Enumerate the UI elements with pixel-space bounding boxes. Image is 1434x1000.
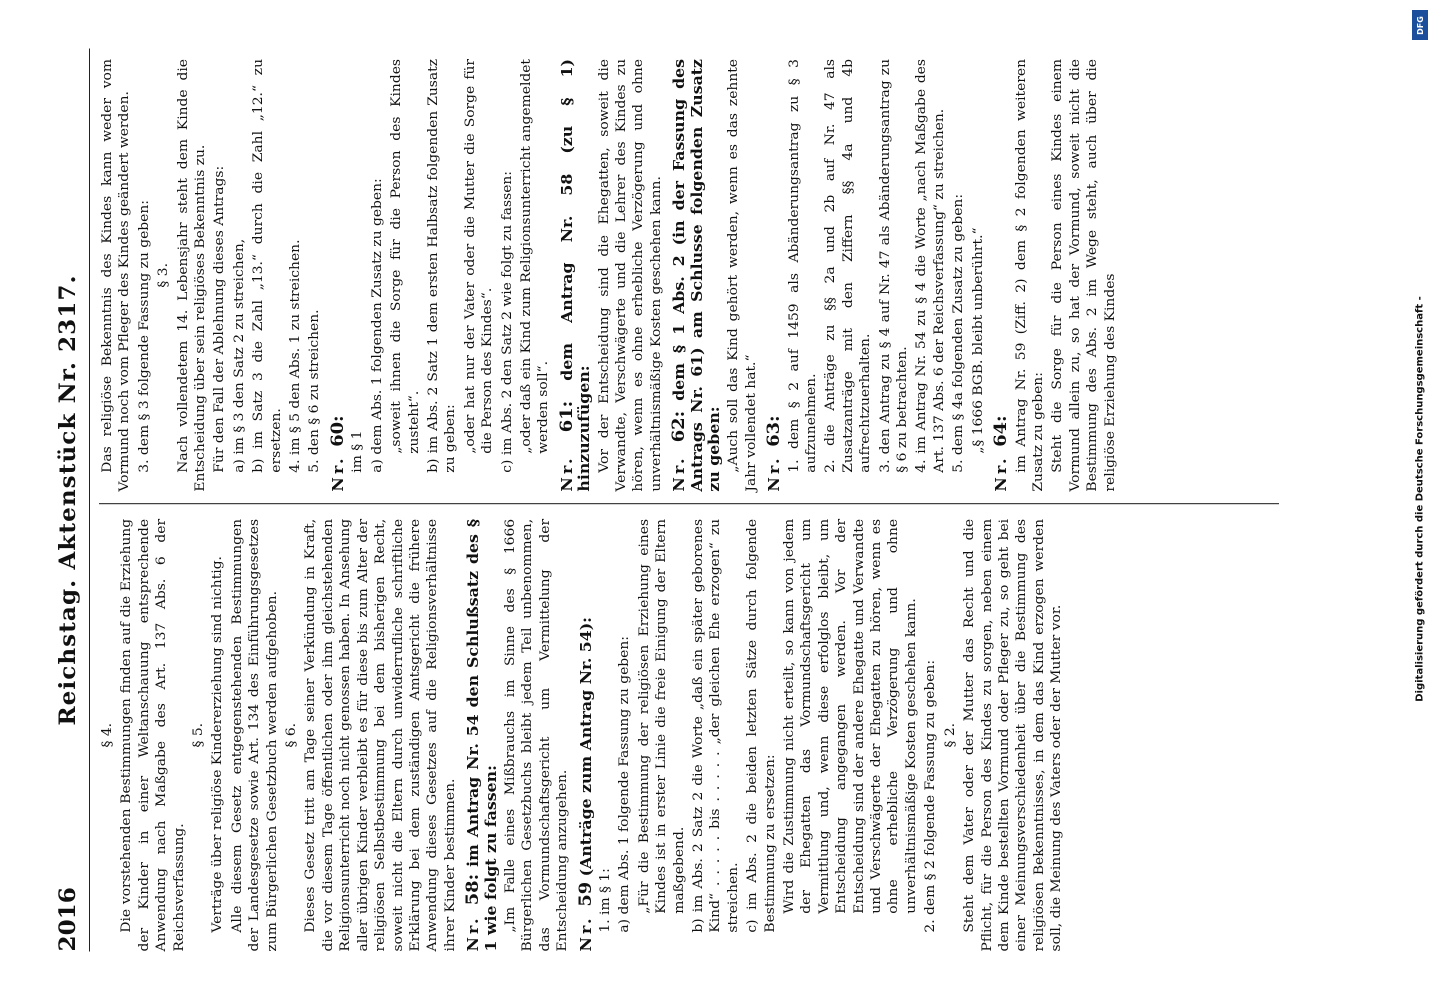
- right-text-column: [99, 59, 1121, 492]
- paragraph: „Auch soll das Kind gehört werden, wenn es das zehnte Jahr vollendet hat.“: [726, 59, 759, 492]
- paragraph-marker: § 2.: [942, 722, 958, 748]
- paragraph: Wird die Zustimmung nicht erteilt, so kann von jedem der Ehegatten das Vormundschaftsgericht um Vermittlung und, wenn diese erfolglos bleibt, um Entscheidung angegangen werden. Vor der Entscheidung sind der andere Ehegatte und Verwandte und Verschwägerte der Ehegatten zu hören, wenn es ohne erhebliche Verzögerung und ohne unverhältnismäßige Kosten geschehen kann.: [782, 518, 919, 914]
- paragraph: b) im Satz 3 die Zahl „13.“ durch die Zahl „12.“ zu ersetzen.: [251, 59, 284, 473]
- paragraph: 4. im § 5 den Abs. 1 zu streichen.: [288, 239, 304, 473]
- paragraph: Steht die Sorge für die Person eines Kindes einem Vormund allein zu, so hat der Vormund, soweit nicht die Bestimmung des Abs. 2 im Wege steht, auch über die religiöse Erziehung des Kindes: [1050, 59, 1118, 492]
- section-heading: [993, 59, 1010, 492]
- column-divider: [99, 503, 1279, 504]
- page-title: Reichstag. Aktenstück Nr. 2317.: [55, 274, 81, 726]
- digitization-note: [1408, 4, 1432, 994]
- paragraph: 1. dem § 2 auf 1459 als Abänderungsantrag zu § 3 aufzunehmen.: [786, 59, 820, 473]
- paragraph: 4. im Antrag Nr. 54 zu § 4 die Worte „nach Maßgabe des Art. 137 Abs. 6 der Reichsverfassung“ zu streichen.: [914, 59, 947, 473]
- paragraph: 5. den § 6 zu streichen.: [307, 309, 323, 473]
- page-number: 2016: [55, 887, 81, 952]
- paragraph: 3. den Antrag zu § 4 auf Nr. 47 als Abänderungsantrag zu § 6 zu betrachten.: [877, 59, 911, 473]
- section-heading: [575, 519, 596, 952]
- paragraph: 1. im § 1:: [597, 868, 613, 933]
- section-heading: [556, 59, 594, 492]
- section-number: 59: [575, 881, 596, 907]
- digitization-text: Digitalisierung gefördert durch die Deutsche Forschungsgemeinschaft -: [1414, 296, 1426, 702]
- paragraph: a) dem Abs. 1 folgenden Zusatz zu geben:: [369, 178, 385, 473]
- paragraph: 2. dem § 2 folgende Fassung zu geben:: [923, 659, 939, 933]
- paragraph: a) im § 3 den Satz 2 zu streichen,: [231, 238, 247, 473]
- paragraph: b) im Abs. 2 Satz 1 dem ersten Halbsatz folgenden Zusatz zu geben:: [425, 59, 459, 473]
- paragraph: c) im Abs. 2 den Satz 2 wie folgt zu fassen:: [499, 171, 515, 473]
- paragraph-marker: § 5.: [191, 722, 207, 748]
- paragraph: Für den Fall der Ablehnung dieses Antrags:: [212, 165, 228, 473]
- section-prefix: Nr.: [765, 446, 784, 492]
- section-prefix: Nr.: [670, 442, 689, 492]
- section-text: im Antrag Nr. 54 den Schlußsatz des § 1 wie folgt zu fassen:: [464, 518, 500, 952]
- section-heading: [766, 59, 783, 492]
- paragraph: „Für die Bestimmung der religiösen Erziehung eines Kindes ist in erster Linie die freie Einigung der Eltern maßgebend.: [636, 518, 687, 914]
- paragraph: Das religiöse Bekenntnis des Kindes kann weder vom Vormund noch vom Pfleger des Kindes geändert werden.: [100, 59, 133, 492]
- section-number: 58:: [463, 873, 484, 906]
- paragraph: 2. die Anträge zu §§ 2a und 2b auf Nr. 47 als Zusatzanträge mit den Ziffern §§ 4a und 4b aufrechtzuerhalten.: [823, 59, 874, 473]
- section-prefix: Nr.: [464, 905, 483, 952]
- section-number: 62:: [669, 410, 690, 443]
- section-text: dem § 1 Abs. 2 (in der Fassung des Antrags Nr. 61) am Schlusse folgenden Zusatz zu geben:: [670, 58, 723, 492]
- paragraph: c) im Abs. 2 die beiden letzten Sätze durch folgende Bestimmung zu ersetzen:: [745, 518, 778, 933]
- section-text: (Anträge zum Antrag Nr. 54):: [576, 617, 595, 877]
- paragraph: Die vorstehenden Bestimmungen finden auf die Erziehung der Kinder in einer Weltanschauung entsprechende Anwendung nach Maßgabe des Art. 137 Abs. 6 der Reichsverfassung.: [119, 518, 187, 952]
- paragraph: im Antrag Nr. 59 (Ziff. 2) dem § 2 folgenden weiteren Zusatz zu geben:: [1013, 59, 1046, 492]
- paragraph: Nach vollendetem 14. Lebensjahr steht dem Kinde die Entscheidung über sein religiöses Bekenntnis zu.: [175, 59, 209, 492]
- section-prefix: Nr.: [992, 446, 1011, 492]
- paragraph: „§ 1666 BGB. bleibt unberührt.“: [970, 227, 986, 454]
- paragraph: 5. dem § 4a folgenden Zusatz zu geben:: [951, 193, 967, 473]
- paragraph: Steht dem Vater oder der Mutter das Recht und die Pflicht, für die Person des Kindes zu sorgen, neben einem dem Kinde bestellten Vormund oder Pfleger zu, so geht bei einer Meinungsverschiedenheit über die Bestimmung des religiösen Bekenntnisses, in dem das Kind erzogen werden soll, die Meinung des Vaters oder der Mutter vor.: [962, 518, 1065, 952]
- section-heading: [327, 59, 348, 492]
- paragraph: „soweit ihnen die Sorge für die Person des Kindes zusteht“.: [389, 59, 422, 454]
- paragraph: Dieses Gesetz tritt am Tage seiner Verkündung in Kraft, die vor diesem Tage öffentlichen oder ihm gleichstehenden Religionsunterricht noch nicht genossen haben. In Ansehung aller übrigen Kinder verbleibt es für diese bis zum Alter der religiösen Selbstbestimmung bei dem bisherigen Recht, soweit nicht die Eltern durch unwiderrufliche schriftliche Erklärung bei dem zuständigen Amtsgericht die frühere Anwendung dieses Gesetzes auf die Religionsverhältnisse ihrer Kinder bestimmen.: [303, 518, 458, 952]
- section-prefix: Nr.: [328, 446, 347, 492]
- section-prefix: Nr.: [576, 906, 595, 952]
- section-heading: [671, 59, 723, 492]
- section-number: 63:: [764, 415, 785, 447]
- section-heading: [465, 519, 500, 952]
- paragraph: 3. dem § 3 folgende Fassung zu geben:: [136, 200, 152, 473]
- paragraph: a) dem Abs. 1 folgende Fassung zu geben:: [617, 636, 633, 933]
- section-number: 60:: [327, 415, 348, 447]
- section-number: 61:: [556, 400, 577, 433]
- section-text: dem Antrag Nr. 58 (zu § 1) hinzuzufügen:: [557, 59, 594, 492]
- paragraph-marker: § 6.: [284, 722, 300, 748]
- paragraph: Alle diesem Gesetz entgegenstehenden Bestimmungen der Landesgesetze sowie Art. 134 des Einführungsgesetzes zum Bürgerlichen Gesetzbuch werden aufgehoben.: [229, 518, 280, 952]
- section-number: 64:: [991, 415, 1012, 447]
- paragraph: Vor der Entscheidung sind die Ehegatten, soweit die Verwandte, Verschwägerte und die Lehrer des Kindes zu hören, wenn es ohne erhebliche Verzögerung und ohne unverhältnismäßige Kosten geschehen kann.: [596, 59, 664, 492]
- left-text-column: [99, 519, 1068, 952]
- paragraph: „Im Falle eines Mißbrauchs im Sinne des § 1666 Bürgerlichen Gesetzbuchs bleibt jedem Teil unbenommen, das Vormundschaftsgericht um Vermittelung der Entscheidung anzugehen.: [502, 518, 571, 952]
- dfg-logo: DFG: [1412, 10, 1428, 40]
- section-prefix: Nr.: [557, 432, 576, 492]
- paragraph-marker: § 3.: [156, 263, 172, 288]
- page-header: [55, 49, 90, 952]
- paragraph: b) im Abs. 2 Satz 2 die Worte „daß ein später geborenes Kind“ . . . . . bis . . . . . „der gleichen Ehe erzogen“ zu streichen.: [691, 518, 741, 933]
- document-page: [47, 38, 1387, 962]
- paragraph: im § 1: [350, 430, 366, 473]
- paragraph: „oder hat nur der Vater oder die Mutter die Sorge für die Person des Kindes“.: [462, 59, 496, 454]
- paragraph-marker: § 4.: [100, 722, 115, 748]
- paragraph: Verträge über religiöse Kindererziehung sind nichtig.: [210, 556, 226, 933]
- paragraph: „oder daß ein Kind zum Religionsunterricht angemeldet werden soll“.: [518, 59, 552, 454]
